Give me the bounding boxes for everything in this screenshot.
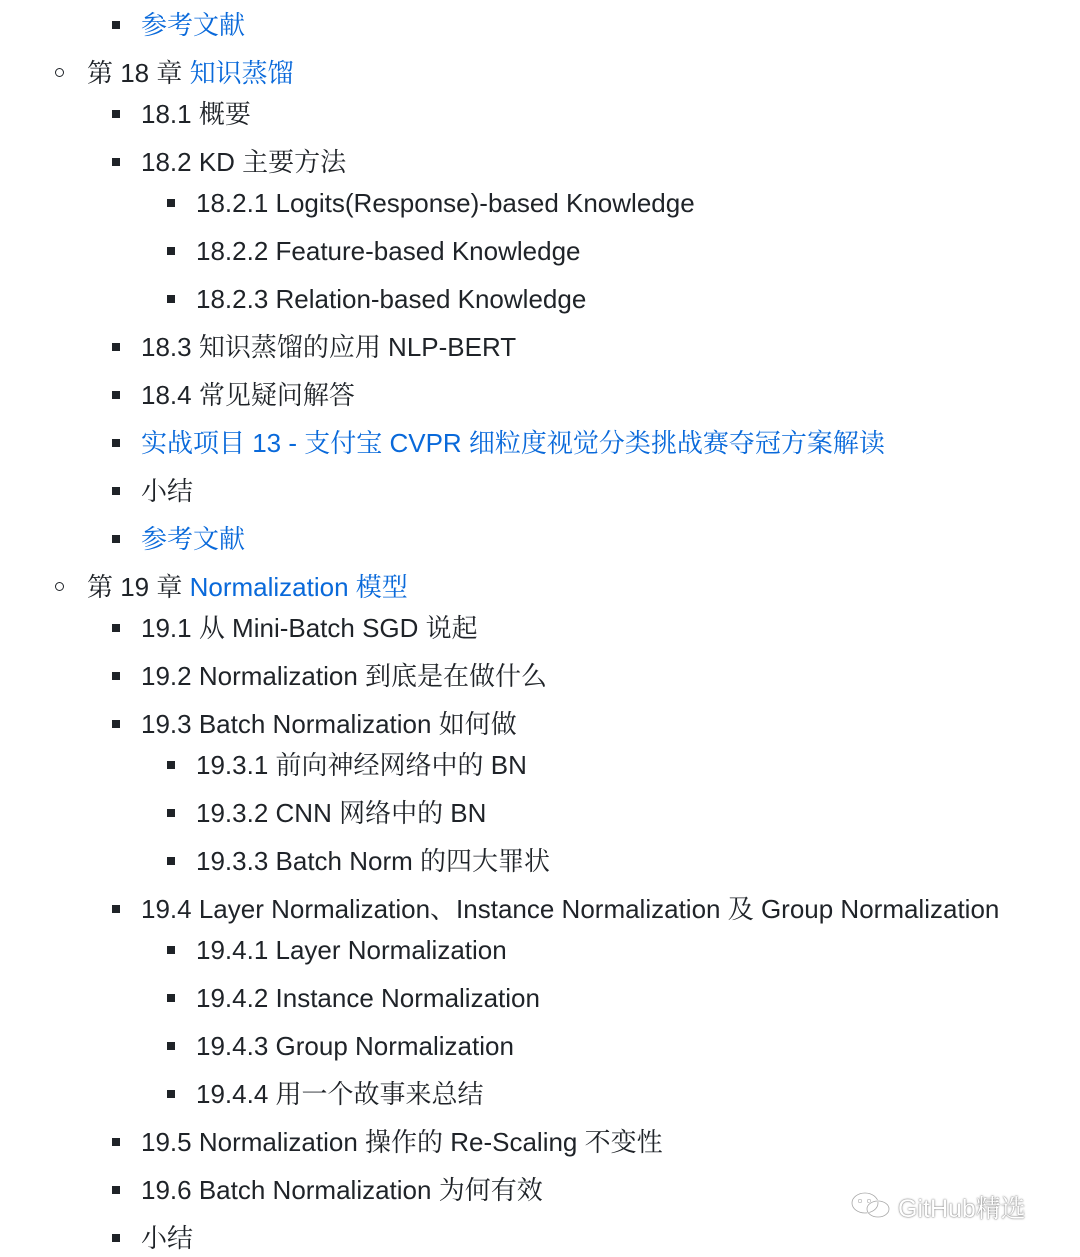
square-bullet-icon xyxy=(167,809,175,817)
toc-text: 18.2.1 Logits(Response)-based Knowledge xyxy=(196,188,695,218)
square-bullet-icon xyxy=(167,994,175,1002)
square-bullet-icon xyxy=(167,857,175,865)
toc-text: 19.3.2 CNN 网络中的 BN xyxy=(196,798,487,828)
square-bullet-icon xyxy=(112,905,120,913)
toc-link[interactable]: 实战项目 13 - 支付宝 CVPR 细粒度视觉分类挑战赛夺冠方案解读 xyxy=(141,428,885,458)
toc-text: 小结 xyxy=(141,1223,194,1253)
toc-text: 19.2 Normalization 到底是在做什么 xyxy=(141,661,547,691)
toc-text: 19.4 Layer Normalization、Instance Normalization 及 Group Normalization xyxy=(141,894,1000,924)
square-bullet-icon xyxy=(112,1138,120,1146)
square-bullet-icon xyxy=(112,110,120,118)
square-bullet-icon xyxy=(167,1090,175,1098)
toc-link[interactable]: 参考文献 xyxy=(141,524,246,554)
watermark-text: GitHub精选 xyxy=(898,1195,1026,1223)
square-bullet-icon xyxy=(167,946,175,954)
square-bullet-icon xyxy=(112,21,120,29)
chapter-prefix: 第 18 章 xyxy=(87,58,190,88)
toc-link[interactable]: Normalization 模型 xyxy=(189,572,408,602)
toc-text: 18.2 KD 主要方法 xyxy=(141,147,347,177)
toc-text: 19.4.3 Group Normalization xyxy=(196,1031,514,1061)
circle-bullet-icon xyxy=(55,582,64,591)
toc-text: 19.4.1 Layer Normalization xyxy=(196,935,507,965)
square-bullet-icon xyxy=(112,1234,120,1242)
watermark xyxy=(850,1191,1026,1227)
toc-text: 19.3.3 Batch Norm 的四大罪状 xyxy=(196,846,550,876)
square-bullet-icon xyxy=(112,439,120,447)
square-bullet-icon xyxy=(112,535,120,543)
toc-link[interactable]: 知识蒸馏 xyxy=(189,58,294,88)
square-bullet-icon xyxy=(167,199,175,207)
toc-text: 18.4 常见疑问解答 xyxy=(141,380,355,410)
square-bullet-icon xyxy=(112,1186,120,1194)
square-bullet-icon xyxy=(112,487,120,495)
toc-text: 19.5 Normalization 操作的 Re-Scaling 不变性 xyxy=(141,1127,663,1157)
square-bullet-icon xyxy=(112,391,120,399)
toc-text: 19.6 Batch Normalization 为何有效 xyxy=(141,1175,543,1205)
toc-text: 19.4.2 Instance Normalization xyxy=(196,983,540,1013)
chapter-prefix: 第 19 章 xyxy=(87,572,190,602)
square-bullet-icon xyxy=(167,1042,175,1050)
toc-text: 19.3 Batch Normalization 如何做 xyxy=(141,709,517,739)
wechat-icon xyxy=(850,1191,892,1229)
toc-link[interactable]: 参考文献 xyxy=(141,10,246,40)
square-bullet-icon xyxy=(167,761,175,769)
square-bullet-icon xyxy=(112,343,120,351)
circle-bullet-icon xyxy=(55,68,64,77)
toc-text: 小结 xyxy=(141,476,194,506)
toc-text: 18.2.2 Feature-based Knowledge xyxy=(196,236,581,266)
square-bullet-icon xyxy=(167,295,175,303)
toc-text: 18.3 知识蒸馏的应用 NLP-BERT xyxy=(141,332,517,362)
toc-text: 19.1 从 Mini-Batch SGD 说起 xyxy=(141,613,478,643)
square-bullet-icon xyxy=(112,624,120,632)
square-bullet-icon xyxy=(112,672,120,680)
toc-text: 18.1 概要 xyxy=(141,99,251,129)
square-bullet-icon xyxy=(167,247,175,255)
toc-text: 18.2.3 Relation-based Knowledge xyxy=(196,284,587,314)
square-bullet-icon xyxy=(112,158,120,166)
toc-text: 19.4.4 用一个故事来总结 xyxy=(196,1079,484,1109)
square-bullet-icon xyxy=(112,720,120,728)
toc-text: 19.3.1 前向神经网络中的 BN xyxy=(196,750,527,780)
